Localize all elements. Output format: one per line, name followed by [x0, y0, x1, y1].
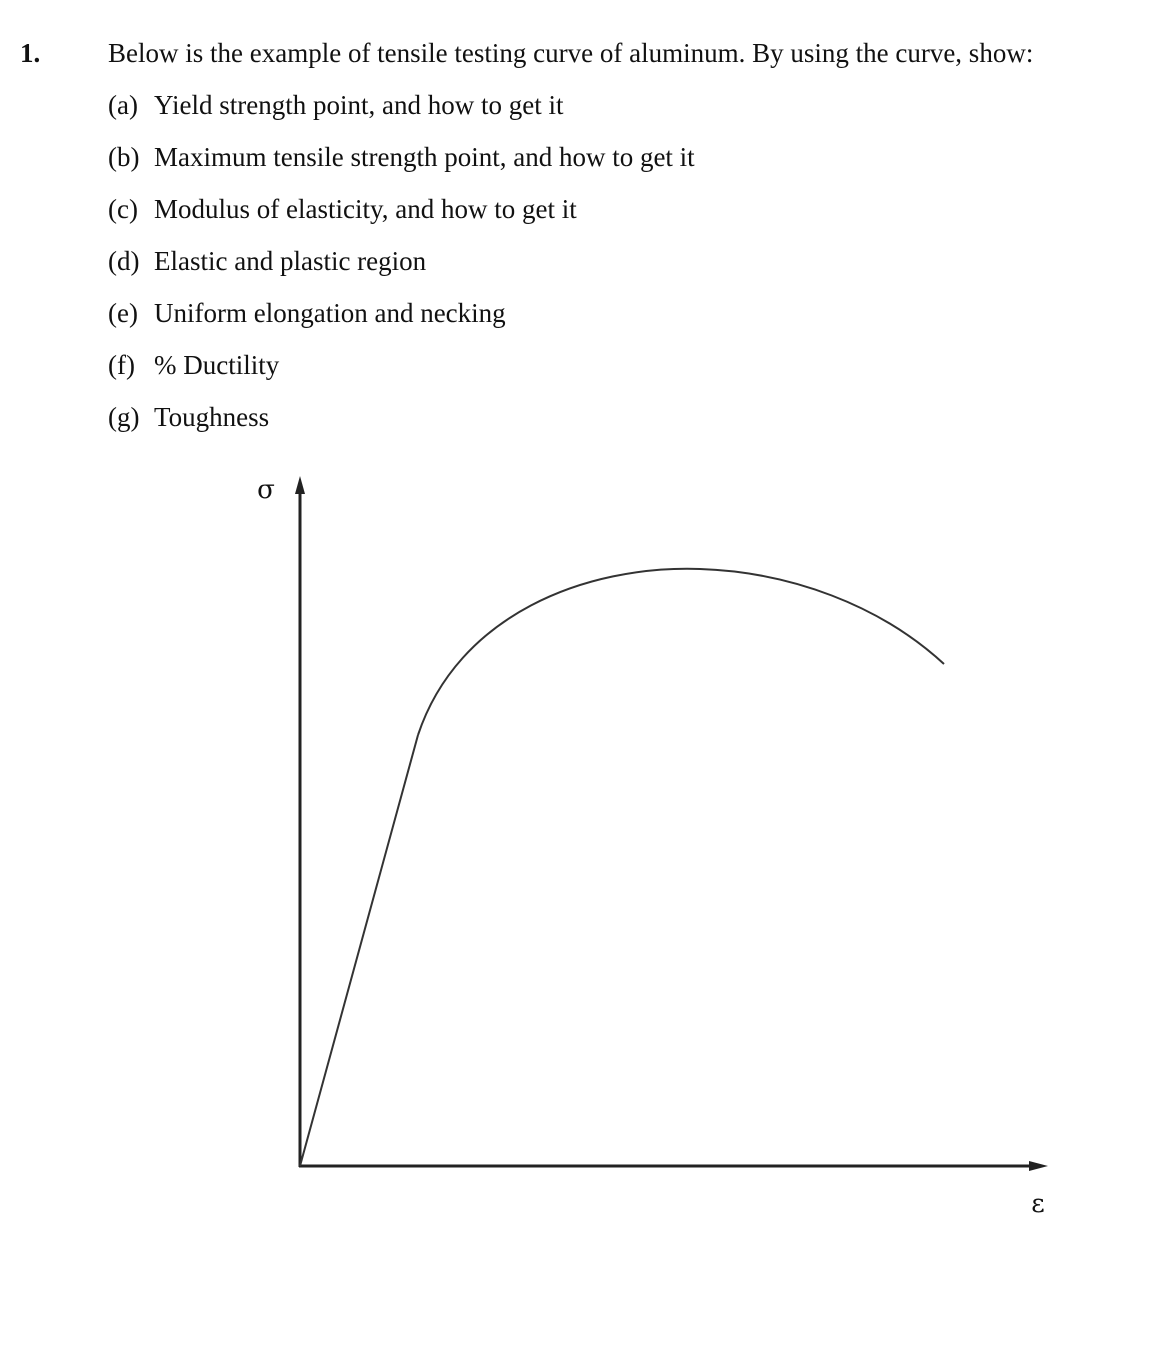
item-marker: (b) — [108, 142, 140, 172]
y-axis-arrow-icon — [295, 476, 305, 494]
item-marker: (a) — [108, 90, 138, 120]
item-text: % Ductility — [154, 350, 280, 380]
y-axis-label: σ — [257, 475, 275, 505]
question-intro: Below is the example of tensile testing curve of aluminum. By using the curve, show: — [108, 38, 1034, 68]
item-text: Uniform elongation and necking — [154, 298, 506, 328]
x-axis-arrow-icon — [1029, 1161, 1048, 1171]
item-marker: (d) — [108, 246, 140, 276]
item-marker: (c) — [108, 194, 138, 224]
item-text: Modulus of elasticity, and how to get it — [154, 194, 577, 224]
question-number: 1. — [20, 38, 41, 68]
item-marker: (g) — [108, 402, 140, 432]
item-text: Yield strength point, and how to get it — [154, 90, 564, 120]
item-marker: (e) — [108, 298, 138, 328]
item-text: Maximum tensile strength point, and how to get it — [154, 142, 695, 172]
x-axis-label: ε — [1031, 1189, 1045, 1219]
item-marker: (f) — [108, 350, 135, 380]
elastic-line — [300, 735, 418, 1166]
plastic-curve — [418, 569, 944, 735]
item-text: Elastic and plastic region — [154, 246, 427, 276]
item-text: Toughness — [154, 402, 270, 432]
